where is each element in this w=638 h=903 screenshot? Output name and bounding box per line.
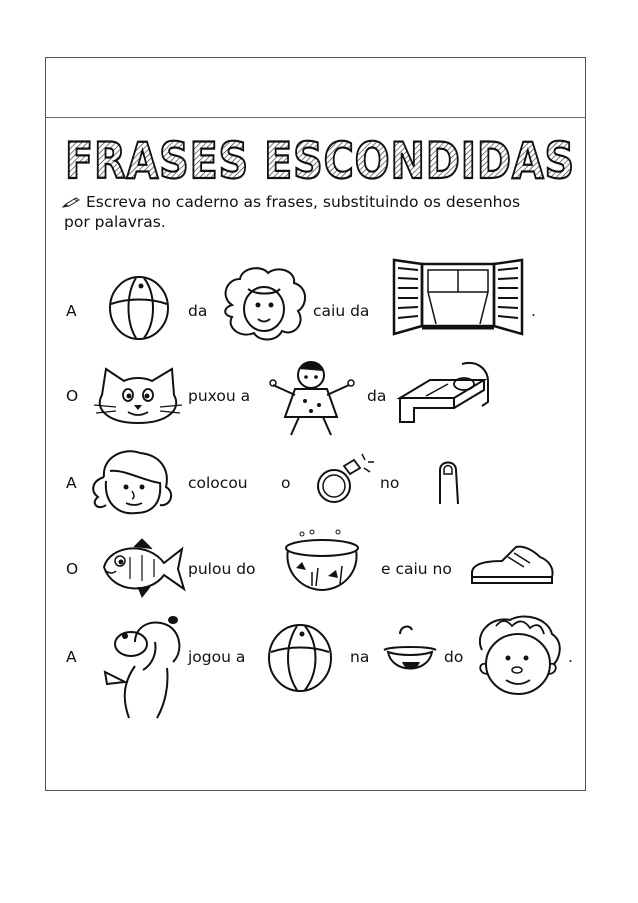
sentence-2-word-1: O bbox=[66, 387, 79, 405]
sentence-2-word-2: puxou a bbox=[188, 387, 251, 405]
sentence-4-word-2: pulou do bbox=[188, 560, 256, 578]
fishbowl-icon bbox=[282, 528, 362, 592]
pencil-icon bbox=[62, 197, 80, 209]
window-icon bbox=[388, 258, 528, 336]
sentence-5-word-3: na bbox=[350, 648, 370, 666]
mouth-icon bbox=[380, 622, 440, 684]
sentence-1-word-4: . bbox=[531, 302, 536, 320]
sentence-1-word-1: A bbox=[66, 302, 77, 320]
shoe-icon bbox=[468, 543, 556, 589]
cat-face-icon bbox=[92, 365, 184, 427]
sentence-5-word-2: jogou a bbox=[188, 648, 246, 666]
sentence-1-word-2: da bbox=[188, 302, 208, 320]
header-divider bbox=[45, 117, 586, 118]
sentence-3-word-1: A bbox=[66, 474, 77, 492]
bed-icon bbox=[396, 360, 490, 430]
sentence-1-word-3: caiu da bbox=[313, 302, 370, 320]
sentence-4-word-1: O bbox=[66, 560, 79, 578]
ball-icon bbox=[106, 274, 172, 342]
ring-icon bbox=[310, 450, 376, 506]
title-text: FRASES ESCONDIDAS bbox=[65, 132, 575, 190]
sentence-5-period: . bbox=[568, 648, 573, 666]
doll-icon bbox=[265, 355, 357, 439]
finger-icon bbox=[430, 456, 468, 508]
girl-face-icon bbox=[218, 265, 310, 345]
instruction-line-2: por palavras. bbox=[64, 213, 166, 231]
worksheet-title bbox=[60, 130, 580, 188]
instruction-line-1: Escreva no caderno as frases, substituindo os desenhos bbox=[86, 193, 521, 211]
sentence-4-word-3: e caiu no bbox=[381, 560, 452, 578]
sentence-3-word-2: colocou bbox=[188, 474, 248, 492]
ball-icon bbox=[265, 622, 335, 694]
sentence-3-word-4: no bbox=[380, 474, 400, 492]
instruction bbox=[62, 192, 582, 232]
boy-face-icon bbox=[470, 612, 566, 698]
sentence-5-word-1: A bbox=[66, 648, 77, 666]
seal-icon bbox=[95, 612, 187, 722]
sentence-3-word-3: o bbox=[281, 474, 291, 492]
sentence-5-word-4: do bbox=[444, 648, 464, 666]
woman-face-icon bbox=[84, 447, 182, 517]
sentence-2-word-3: da bbox=[367, 387, 387, 405]
fish-icon bbox=[98, 535, 188, 601]
